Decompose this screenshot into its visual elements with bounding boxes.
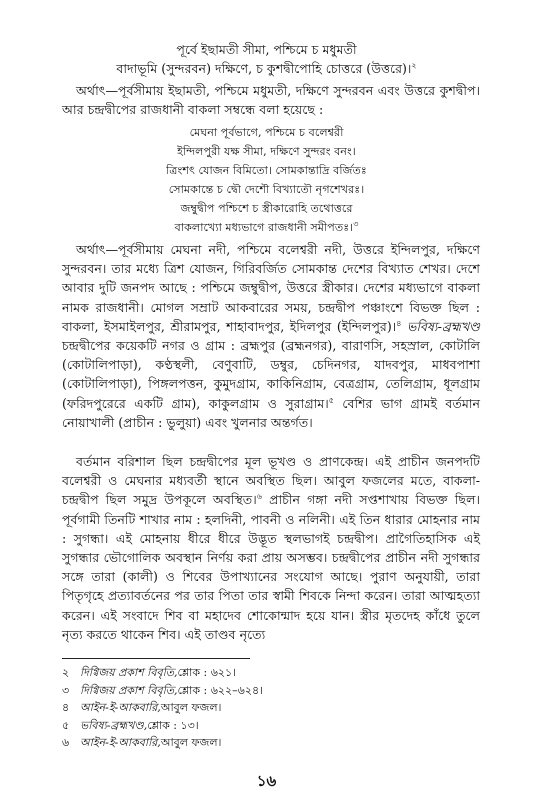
footnote-ref: ৩ bbox=[353, 219, 359, 229]
footnote-detail: আবুল ফজল। bbox=[160, 736, 222, 749]
footnote-ref: ৫ bbox=[328, 395, 334, 405]
footnote-detail: শ্লোক : ৬২১। bbox=[177, 666, 237, 679]
footnote-title: ভবিষ্য-ব্রহ্মখণ্ড, bbox=[80, 718, 148, 732]
verse-line: ইন্দিলপুরী যক্ষ সীমা, দক্ষিণে সুন্দরং বনং। bbox=[177, 145, 356, 158]
footnote-detail: আবুল ফজল। bbox=[160, 701, 222, 714]
paragraph-3 bbox=[62, 452, 480, 644]
paragraph-text: অর্থাৎ—পূর্বসীমায় মেঘনা নদী, পশ্চিমে বলেশ্বরী নদী, উত্তরে ইন্দিলপুর, দক্ষিণে সুন্দরবন। তার মধ্যে ত্রিশ যোজন, গিরিবর্জিত সোমকান্ত দেশের বিখ্যাত শেখর। দেশে আবার দুটি জনপদ আছে : পশ্চিমে জম্বুদ্বীপ, উত্তরে স্ত্রীকার। দেশের মধ্যভাগে বাকলা নামক রাজধানী। মোগল সম্রাট আকবারের সময়, চন্দ্রদ্বীপ পঞ্চাংশে বিভক্ত ছিল : বাকলা, ইসমাইলপুর, শ্রীরামপুর, শাহাবাদপুর, ইদিলপুর (ইন্দিলপুর)।$^৪$ ভবিষ্য-ব্রহ্মখণ্ড চন্দ্রদ্বীপের কয়েকটি নগর ও গ্রাম : ব্রহ্মপুর (ব্রহ্মনগর), বারাণসি, সহস্রাল, কোটালি (কোটালিপাড়া), কণ্ঠস্থলী, বেণুবাটি, ডম্বুর, চেদিনগর, যাদবপুর, মাধবপাশা (কোটালিপাড়া), পিঙ্গলপত্তন, কুমুদগ্রাম, কাকিনিগ্রাম, বেত্রগ্রাম, তেলিগ্রাম, ধূলগ্রাম (ফরিদপুরেরে একটি গ্রাম), কাকুলগ্রাম ও সুরাগ্রাম।$^৫$ বেশির ভাগ গ্রামই বর্তমান নোয়াখালী (প্রাচীন : ভুলুয়া) এবং খুলনার অন্তর্গত। bbox=[62, 242, 480, 430]
paragraph-2 bbox=[62, 240, 480, 432]
footnote-title: আইন-ই-আকবারি, bbox=[80, 701, 161, 714]
paragraph-1 bbox=[62, 81, 480, 119]
footnote-item bbox=[62, 664, 482, 682]
paragraph-text: অর্থাৎ—পূর্বসীমায় ইছামতী, পশ্চিমে মধুমতী, দক্ষিণে সুন্দরবন এবং উত্তরে কুশদ্বীপ। আর চন্দ্রদ্বীপের রাজধানী বাকলা সম্বন্ধে বলা হয়েছে : bbox=[62, 83, 480, 118]
footnote-item bbox=[62, 734, 482, 752]
footnote-detail: শ্লোক : ১৩। bbox=[147, 718, 199, 732]
footnote-title: আইন-ই-আকবারি, bbox=[80, 736, 161, 749]
footnote-divider bbox=[62, 658, 250, 659]
italic-title: ভবিষ্য-ব্রহ্মখণ্ড bbox=[406, 318, 480, 334]
footnote-ref: ৬ bbox=[256, 492, 262, 502]
verse-block-1 bbox=[0, 40, 533, 78]
footnote-number: ৩ bbox=[62, 683, 70, 697]
verse-line: জম্বুদ্বীপ পশ্চিশে চ স্ত্রীকারোহি তথোত্তরে bbox=[180, 202, 353, 215]
verse-line: পূর্বে ইছামতী সীমা, পশ্চিমে চ মধুমতী bbox=[176, 42, 357, 57]
footnote-detail: শ্লোক : ৬২২–৬২৪। bbox=[177, 683, 264, 697]
footnotes bbox=[62, 664, 482, 752]
verse-line: সোমকান্তে চ দ্বৌ দেশৌ বিখ্যাতৌ নৃগশেখরঃ। bbox=[168, 183, 365, 196]
paragraph-text: বর্তমান বরিশাল ছিল চন্দ্রদ্বীপের মূল ভূখণ্ড ও প্রাণকেন্দ্র। এই প্রাচীন জনপদটি বলেশ্বরী ও মেঘনার মধ্যবর্তী স্থানে অবস্থিত ছিল। আবুল ফজলের মতে, বাকলা-চন্দ্রদ্বীপ ছিল সমুদ্র উপকূলে অবস্থিত।$^৬$ প্রাচীন গঙ্গা নদী সপ্তশাখায় বিভক্ত ছিল। পূর্বগামী তিনটি শাখার নাম : হলদিনী, পাবনী ও নলিনী। এই তিন ধারার মোহনার নাম : সুগন্ধা। এই মোহনায় ধীরে ধীরে উদ্ভূত স্থলভাগই চন্দ্রদ্বীপ। প্রাগৈতিহাসিক এই সুগন্ধার ভৌগোলিক অবস্থান নির্ণয় করা প্রায় অসম্ভব। চন্দ্রদ্বীপের প্রাচীন নদী সুগন্ধার সঙ্গে তারা (কালী) ও শিবের উপাখ্যানের সংযোগ আছে। পুরাণ অনুযায়ী, তারা পিতৃগৃহে প্রত্যাবর্তনের পর তার পিতা তার স্বামী শিবকে নিন্দা করেন। তারা আত্মহত্যা করেন। এই সংবাদে শিব বা মহাদেব শোকোন্মাদ হয়ে যান। স্ত্রীর মৃতদেহ কাঁধে তুলে নৃত্য করতে থাকেন শিব। এই তাণ্ডব নৃত্যে bbox=[62, 454, 480, 642]
footnote-item bbox=[62, 717, 482, 735]
footnote-title: দিগ্বিজয় প্রকাশ বিবৃতি, bbox=[80, 683, 178, 697]
footnote-number: ৫ bbox=[62, 718, 70, 732]
page-number: ১৬ bbox=[256, 772, 277, 790]
verse-line: ত্রিংশৎ যোজন বিমিতো। সোমকান্তাদ্রি বর্জিতঃ bbox=[166, 164, 367, 177]
footnote-title: দিগ্বিজয় প্রকাশ বিবৃতি, bbox=[80, 666, 178, 679]
verse-line: বাদাভূমি (সুন্দরবন) দক্ষিণে, চ কুশদ্বীপোহি চোত্তরে (উত্তরে)।$^২$ bbox=[116, 60, 417, 76]
footnote-item bbox=[62, 682, 482, 700]
footnote-number: ৪ bbox=[62, 701, 70, 714]
footnote-item bbox=[62, 699, 482, 717]
footnote-number: ২ bbox=[62, 666, 70, 679]
verse-line: মেঘনা পূর্বভাগে, পশ্চিমে চ বলেশ্বরী bbox=[189, 126, 344, 139]
verse-line: বাকলাখ্যো মধ্যভাগে রাজধানী সমীপতঃ।$^৩$ bbox=[174, 219, 359, 234]
verse-block-2 bbox=[0, 123, 533, 237]
footnote-ref: ৪ bbox=[396, 318, 402, 328]
footnote-number: ৬ bbox=[62, 736, 70, 749]
footnote-ref: ২ bbox=[411, 60, 417, 70]
